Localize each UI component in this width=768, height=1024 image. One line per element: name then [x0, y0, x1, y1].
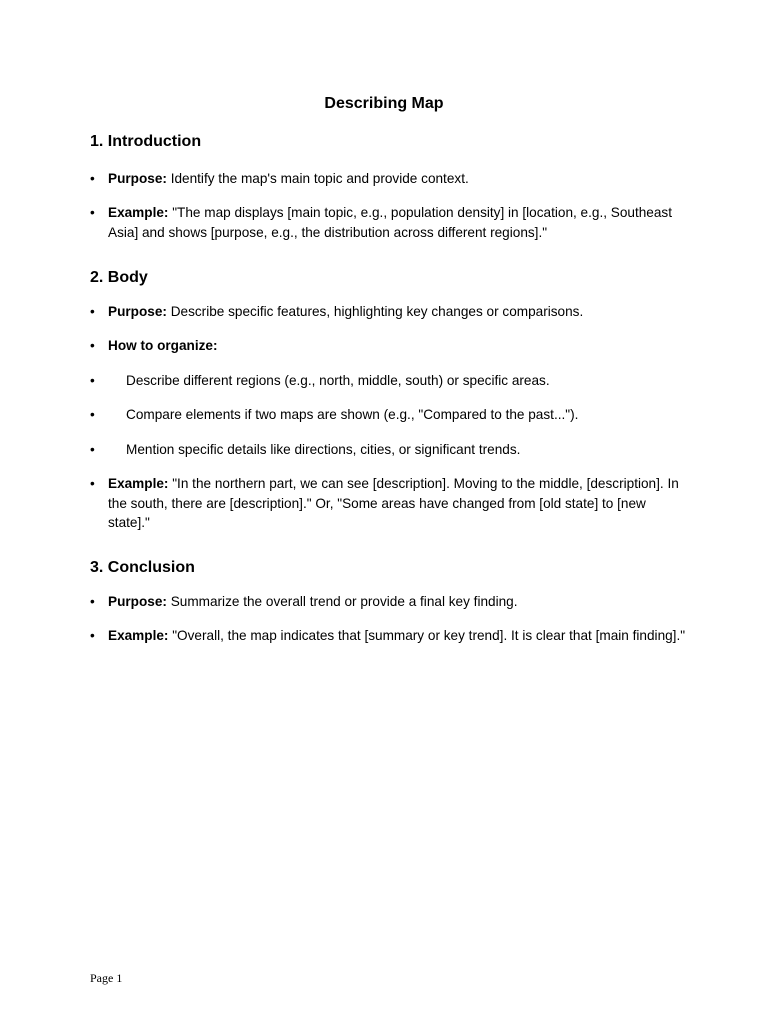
item-text: Compare elements if two maps are shown (e.g., "Compared to the past..."). [126, 407, 579, 422]
list-item [90, 302, 690, 322]
item-text: "Overall, the map indicates that [summary or key trend]. It is clear that [main finding]." [168, 628, 686, 643]
bullet-icon: • [90, 171, 95, 186]
list-item [90, 336, 690, 356]
list-item [90, 405, 690, 425]
item-text: Summarize the overall trend or provide a final key finding. [166, 594, 518, 609]
list-item [90, 169, 690, 189]
item-text: "The map displays [main topic, e.g., population density] in [location, e.g., Southeast Asia] and shows [purpose, e.g., the distribution across different regions]." [108, 205, 673, 240]
bullet-icon: • [90, 442, 95, 457]
item-lead: Purpose: [108, 594, 167, 609]
item-lead: Purpose: [108, 304, 167, 319]
item-lead: Purpose: [108, 171, 167, 186]
bullet-icon: • [90, 476, 95, 491]
bullet-icon: • [90, 205, 95, 220]
item-text: Describe specific features, highlighting key changes or comparisons. [166, 304, 584, 319]
item-text: "In the northern part, we can see [description]. Moving to the middle, [description]. In the south, there are [description]." Or, "Some areas have changed from [old state] to [new state]." [108, 476, 679, 530]
item-lead: Example: [108, 476, 169, 491]
list-item [90, 626, 690, 646]
list-item [90, 592, 690, 612]
list-item [90, 371, 690, 391]
item-text: Identify the map's main topic and provide context. [166, 171, 469, 186]
bullet-icon: • [90, 628, 95, 643]
bullet-icon: • [90, 304, 95, 319]
section-heading-body: 2. Body [90, 269, 148, 286]
page-number: Page 1 [90, 971, 123, 985]
bullet-icon: • [90, 407, 95, 422]
list-item [90, 203, 690, 242]
list-item [90, 440, 690, 460]
item-lead: Example: [108, 628, 169, 643]
document-title: Describing Map [324, 95, 444, 112]
list-item [90, 474, 690, 533]
section-heading-introduction: 1. Introduction [90, 133, 202, 150]
item-lead: How to organize: [108, 338, 218, 353]
section-heading-conclusion: 3. Conclusion [90, 559, 195, 576]
bullet-icon: • [90, 338, 95, 353]
item-text: Describe different regions (e.g., north, middle, south) or specific areas. [126, 373, 550, 388]
item-lead: Example: [108, 205, 169, 220]
bullet-icon: • [90, 594, 95, 609]
item-text: Mention specific details like directions, cities, or significant trends. [126, 442, 521, 457]
bullet-icon: • [90, 373, 95, 388]
